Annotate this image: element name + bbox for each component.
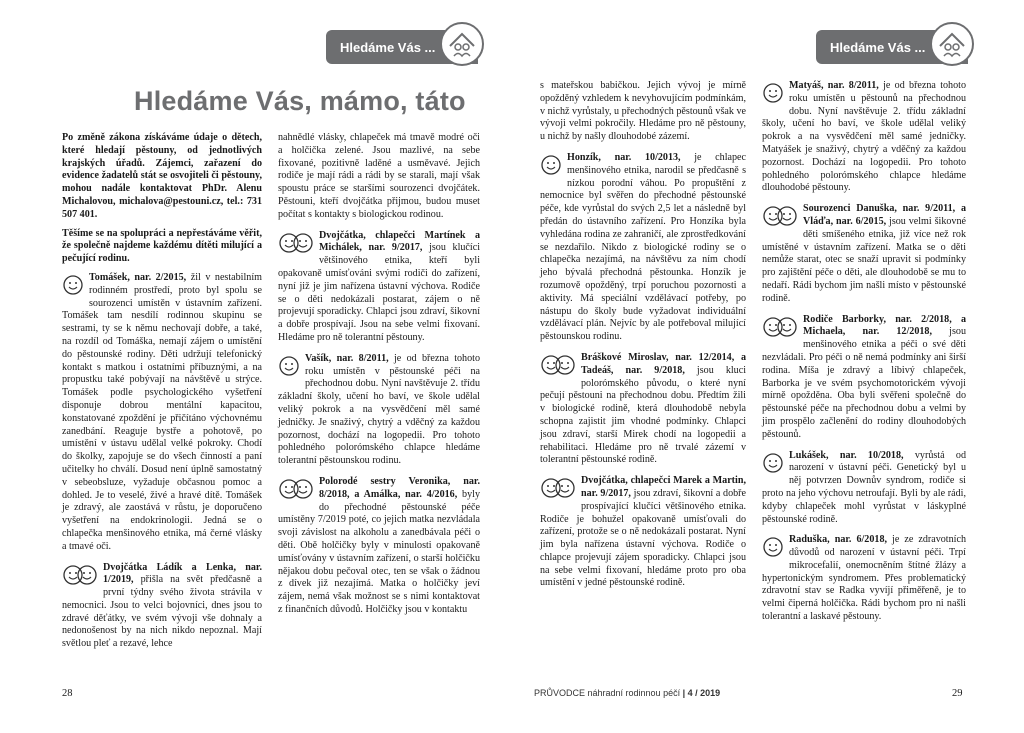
child-description: jsou velmi šikovné děti smíšeného etnika, již více než rok umístěné v ústavním zařízení. Matka se o děti nemůže starat, otec se snaží upravit si podmínky pro zajištění péče o děti, ale dlouhodobě se mu to nedaří. Rádi bychom jim našli místo v pěstounské rodině. (762, 215, 966, 304)
section-tab-label: Hledáme Vás ... (340, 39, 436, 55)
child-description: jsou kluci polorómského původu, o které nyní pečují pěstouni na přechodnou dobu. Předtím žili v biologické rodině, která dlouhodobě nebyla schopna zajistit jim vhodné podmínky. Chlapci jsou zdraví, starší Mirek chodí na logopedii a rehabilitaci. Hledáme pro ně trvalé zázemí v tolerantní pěstounské rodině. (540, 364, 747, 466)
child-entry (762, 314, 966, 442)
text-column-4 (762, 80, 966, 632)
child-name: Dvojčátka, chlapečci Marek a Martin, nar. 9/2017, (581, 475, 746, 499)
footer-issue: 4 / 2019 (687, 688, 721, 698)
right-page (512, 0, 1024, 733)
child-description: je od března tohoto roku umístěn u pěstounů na přechodnou dobu. Nyní navštěvuje 2. třídu základní školy, učení ho baví, ve škole udělal veliký pokrok a na vysvědčení měl samé jedničky. Matyášek je snaživý, chytrý a vděčný za každou pozornost. Dochází na logopedii. Pro tohoto pohledného polorómského chlapce hledáme dlouhodobé pěstouny. (762, 80, 966, 194)
pestouni-logo-right (930, 22, 974, 66)
intro-closing: Těšíme se na spolupráci a nepřestáváme věřit, že společně najdeme každému dítěti milující a pečující rodinu. (62, 227, 262, 265)
two-faces-icon (278, 477, 314, 501)
face-icon (62, 273, 84, 297)
child-name: Honzík, nar. 10/2013, (567, 151, 681, 163)
child-description: byly do přechodné pěstounské péče umístěny 7/2019 poté, co jejich matka nezvládala svoji závislost na alkoholu a zanedbávala péči o děti. Obě holčičky byly v minulosti opakovaně umísťovány v ústavním zařízení, o starší holčičku nějakou dobu pečoval otec, ten se však o žádnou z dívek již nezajímá. Matka o holčičky jeví zájem, nemá však možnost se s nimi kontaktovat z finančních důvodů. Holčičky jsou v kontaktu (278, 488, 481, 615)
face-icon (762, 535, 784, 559)
face-icon (762, 451, 784, 475)
child-name: Vašík, nar. 8/2011, (305, 352, 389, 364)
child-description: jsou klučíci většinového etnika, kteří byli opakovaně umísťováni svými rodiči do zařízení, nyní již je jim nařízena ústavní výchova. Rodiče se o děti nedokázali postarat, zájem o ně projevují sporadicky. Chlapci jsou zdraví, šikovní a dobře prospívají. Jsou na sebe velmi fixovaní. Hledáme pro ně tolerantní pěstouny. (278, 242, 480, 343)
child-entry (762, 450, 966, 527)
text-column-3 (540, 80, 746, 598)
child-description: žil v nestabilním rodinném prostředí, proto byl spolu se sourozenci umístěn v ústavním zařízení. Tomášek tam nesdílí rodinnou skupinu se sestrami, ty se k němu nechovají dobře, a také, na rozdíl od Tomáška, nemají zájem o umístění do pěstounské rodiny. Děti udržují telefonický kontakt s matkou i ostatními příbuznými, a na propustku také pobývají na návštěvě u strýce. Tomášek podle psychologického vyšetření disponuje dobrou mentální kapacitou, konstatované zpoždění je přičítáno výchovnému zanedbání. Reaguje bystře a pohotově, po umístění v ústavu udělal velké pokroky. Chodí do školky, zapojuje se do všech činností a paní učitelky ho chválí. Dosud není úplně samostatný v sebeobsluze, vyžaduje občasnou pomoc a dohled. Je to veselé, živé a hravé dítě. Tomášek je zdravý, ale zaostává v růstu, je doporučeno vyšetření na endokrinologii. Jedná se o chlapečka menšinového etnika, má černé vlásky a tmavé oči. (62, 271, 262, 552)
child-name: Bráškové Miroslav, nar. 12/2014, a Tadeáš, nar. 9/2018, (581, 351, 746, 376)
child-description: přišla na svět předčasně a první týdny svého života strávila v nemocnici. Jsou to velci bojovníci, dnes jsou to zdravé děťátky, ve svém vývoji vše dohnaly a nedonošenost by na nich nikdo nepoznal. Mají světlou pleť a rezavé, lehce (62, 574, 262, 650)
magazine-footer: PRŮVODCE náhradní rodinnou péčí | 4 / 2019 (534, 688, 721, 698)
child-entry (62, 562, 262, 652)
child-entry (278, 132, 480, 222)
two-faces-icon (540, 476, 576, 500)
two-faces-icon (762, 315, 798, 339)
page-number-right: 29 (952, 688, 963, 699)
intro-paragraph: Po změně zákona získáváme údaje o dětech, které hledají pěstouny, od jednotlivých krajských úřadů. Zájemci, zařazení do evidence žadatelů stát se osvojiteli či pěstouny, mohou nadále kontaktovat PhDr. Alenu Michalovou, michalova@pestouni.cz, tel.: 731 507 401. (62, 132, 262, 220)
child-name: Raduška, nar. 6/2018, (789, 534, 888, 546)
child-description: nahnědlé vlásky, chlapeček má tmavě modré oči a holčička zelené. Jsou mazlivé, na sebe fixované, pozitivně laděné a usměvavé. Jejich rodiče je mají rádi a rádi by se starali, mají však spoustu práce se staršími sourozenci dvojčátek. Pěstouni, kteří dvojčátka přijmou, budou muset počítat s kontakty s biologickou rodinou. (278, 132, 480, 220)
child-name: Dvojčátka, chlapečci Martínek a Michálek, nar. 9/2017, (319, 229, 480, 254)
section-tab (326, 30, 478, 64)
pestouni-logo (440, 22, 484, 66)
child-entry (278, 476, 480, 617)
child-description: s mateřskou babičkou. Jejich vývoj je mírně opožděný vzhledem k nevyhovujícím podmínkám, v nichž vyrůstaly, u přechodných pěstounů však ve vývoji velmi pokročily. Hledáme pro ně pěstouny, u nichž by našly dlouhodobé zázemí. (540, 80, 746, 143)
child-entry (278, 230, 480, 345)
text-column-2 (278, 132, 480, 625)
child-name: Polorodé sestry Veronika, nar. 8/2018, a Amálka, nar. 4/2016, (319, 475, 480, 500)
two-faces-icon (62, 563, 98, 587)
entries-col3 (540, 80, 746, 590)
entries-col1 (62, 272, 262, 651)
child-name: Rodiče Barborky, nar. 2/2018, a Michaela, nar. 12/2018, (803, 313, 966, 338)
child-name: Dvojčátka Ládík a Lenka, nar. 1/2019, (103, 561, 262, 586)
child-entry (278, 353, 480, 468)
child-description: jsou menšinového etnika a péči o své děti nezvládali. Pro péči o ně nemá podmínky ani širší rodina. Míša je zdravý a líbivý chlapeček, Barborka je ve svém psychomotorickém vývoji mírně opožděna. Oba byli svěřeni společně do pěstounské péče na přechodnou dobu a velmi by jim prospělo začlenění do rodiny dlouhodobých pěstounů. (762, 326, 966, 440)
section-tab-right (816, 30, 968, 64)
section-tab-label-right: Hledáme Vás ... (830, 39, 926, 55)
face-icon (762, 81, 784, 105)
child-entry (540, 152, 746, 344)
page-number-left: 28 (62, 688, 73, 699)
child-entry (540, 352, 746, 467)
child-name: Sourozenci Danuška, nar. 9/2011, a Vláďa, nar. 6/2015, (803, 203, 966, 227)
child-entry (762, 534, 966, 624)
child-description: jsou zdraví, šikovní a dobře prospívající klučíci většinového etnika. Rodiče je bohužel opakovaně umísťovali do zařízení, protože se o ně nedokázali postarat. Nyní jim byla nařízena ústavní výchova. Rodiče o chlapce projevují zájem sporadicky. Chlapci jsou na sebe velmi fixovaní, hledáme proto pro oba umístění v jedné pěstounské rodině. (540, 487, 747, 589)
child-description: je chlapec menšinového etnika, narodil se předčasně s nízkou porodní váhou. Po propuštění z nemocnice byl svěřen do přechodné pěstounské péče, kde vyrůstal do svých 2,5 let a následně byl předán do ústavního zařízení. Pro Honzíka byla vyhledána rodina ze zahraničí, ale zprostředkování se nezdařilo. Nikdo z biologické rodiny se o chlapečka nezajímá, na návštěvu za ním chodí jeho bývalá přechodná pěstounka. Honzík je rozumově opožděný, trpí poruchou pozornosti a aktivity. Má speciální vzdělávací potřeby, po nástupu do školy bude vyžadovat individuální vzdělávací plán. Nejvíc by ale potřeboval milující pěstounskou rodinu. (540, 151, 747, 343)
child-name: Matyáš, nar. 8/2011, (789, 80, 879, 91)
child-description: je ze zdravotních důvodů od narození v ústavní péči. Trpí mikrocefalií, onemocněním štítné žlázy a hypertonickým syndromem. Přes problematický zdravotní stav se Radka vyvíjí přiměřeně, je to velmi čiperná holčička. Rádi bychom pro ni našli tolerantní a laskavé pěstouny. (762, 534, 966, 623)
child-entry (762, 80, 966, 195)
family-house-icon (444, 26, 480, 62)
child-name: Tomášek, nar. 2/2015, (89, 271, 187, 283)
child-entry (540, 475, 746, 590)
two-faces-icon (278, 231, 314, 255)
face-icon (278, 354, 300, 378)
child-entry (540, 80, 746, 144)
entries-col2 (278, 132, 480, 617)
child-name: Lukášek, nar. 10/2018, (789, 449, 904, 461)
page-title: Hledáme Vás, mámo, táto (134, 86, 466, 116)
text-column-1 (62, 132, 262, 659)
two-faces-icon (540, 353, 576, 377)
footer-title: PRŮVODCE náhradní rodinnou péčí (534, 688, 681, 698)
family-house-icon (934, 26, 970, 62)
child-description: je od března tohoto roku umístěn v pěstounské péči na přechodnou dobu. Nyní navštěvuje 2. třídu základní školy, učení ho baví, ve škole udělal veliký pokrok a na vysvědčení měl samé jedničky. Je snaživý, chytrý a vděčný za každou pozornost, dochází na logopedii. Pro tohoto pohledného polorómského chlapce hledáme tolerantní pěstounskou rodinu. (278, 352, 480, 467)
two-faces-icon (762, 204, 798, 228)
child-description: vyrůstá od narození v ústavní péči. Genetický byl u něj potvrzen Downův syndrom, rodiče si proto na jeho výchovu netroufají. Byli by ale rádi, kdyby chlapeček mohl vyrůstat v láskyplné pěstounské rodině. (762, 449, 966, 525)
face-icon (540, 153, 562, 177)
child-entry (762, 203, 966, 305)
entries-col4 (762, 80, 966, 624)
child-entry (62, 272, 262, 554)
